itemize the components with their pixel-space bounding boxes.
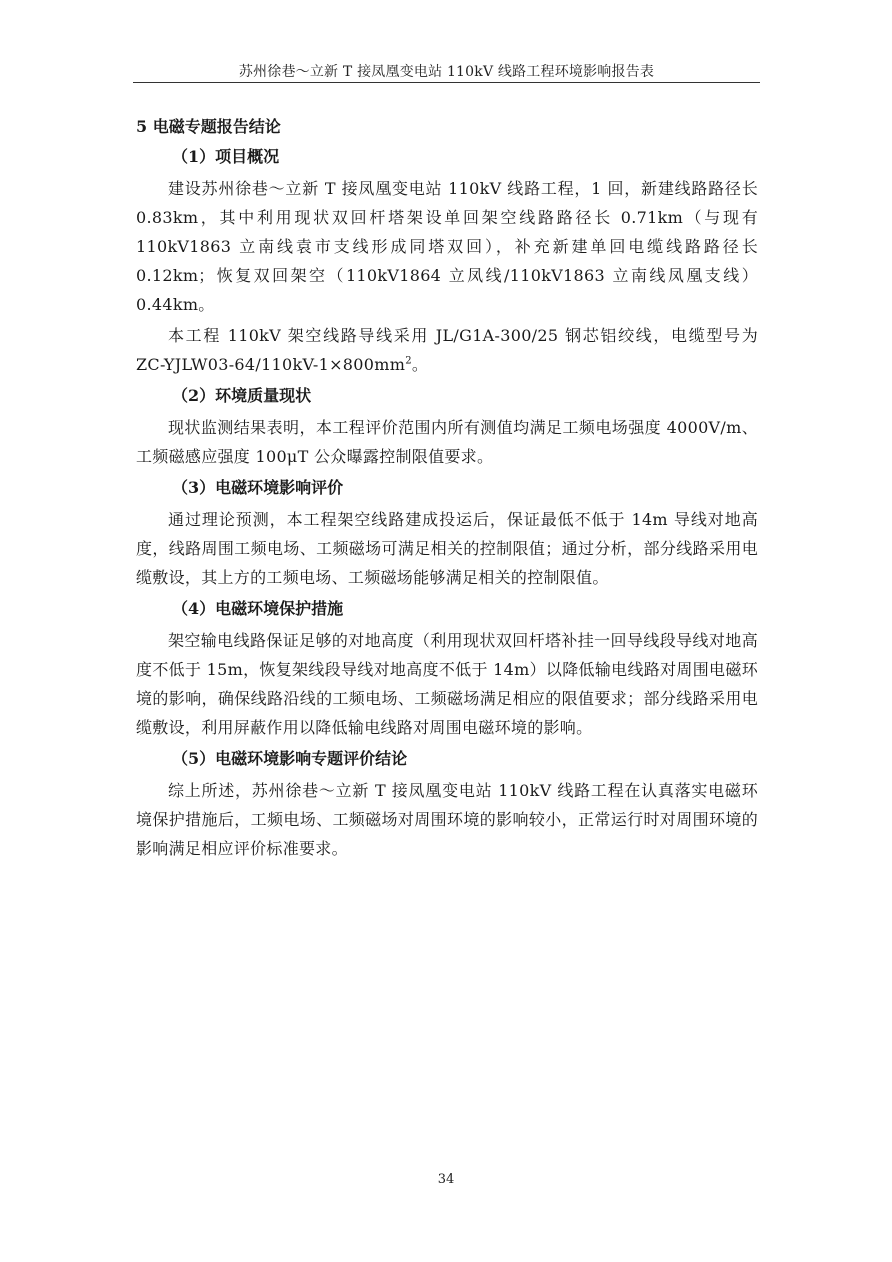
subsection-title-impact-assessment: （3）电磁环境影响评价: [172, 478, 344, 497]
section-title: 5 电磁专题报告结论: [136, 117, 281, 136]
subsection-title-project-overview: （1）项目概况: [172, 147, 280, 166]
paragraph-conductor-cable-text: 本工程 110kV 架空线路导线采用 JL/G1A-300/25 钢芯铝绞线，电缆型号为 ZC-YJLW03-64/110kV-1×800mm: [136, 326, 758, 374]
document-body: [136, 112, 758, 865]
subsection-title-environment-status: （2）环境质量现状: [172, 386, 312, 405]
paragraph-impact-assessment: 通过理论预测，本工程架空线路建成投运后，保证最低不低于 14m 导线对地高度，线路周围工频电场、工频磁场可满足相关的控制限值；通过分析，部分线路采用电缆敷设，其上方的工频电场、工频磁场能够满足相关的控制限值。: [136, 510, 758, 587]
superscript-two: 2: [405, 355, 412, 367]
paragraph-conclusion: 综上所述，苏州徐巷～立新 T 接凤凰变电站 110kV 线路工程在认真落实电磁环境保护措施后，工频电场、工频磁场对周围环境的影响较小，正常运行时对周围环境的影响满足相应评价标准要求。: [136, 781, 758, 858]
header-divider: [133, 82, 760, 83]
page-header-title: 苏州徐巷～立新 T 接凤凰变电站 110kV 线路工程环境影响报告表: [238, 64, 655, 80]
subsection-title-conclusion: （5）电磁环境影响专题评价结论: [172, 749, 408, 768]
paragraph-conductor-cable-end: 。: [411, 355, 429, 374]
paragraph-project-overview: 建设苏州徐巷～立新 T 接凤凰变电站 110kV 线路工程，1 回，新建线路路径长 0.83km，其中利用现状双回杆塔架设单回架空线路路径长 0.71km（与现有 110kV1863 立南线袁市支线形成同塔双回），补充新建单回电缆线路路径长 0.12km；恢复双回架空（110kV1864 立凤线/110kV1863 立南线凤凰支线）0.44km。: [136, 179, 758, 314]
page-number: 34: [437, 1172, 455, 1187]
subsection-title-protection-measures: （4）电磁环境保护措施: [172, 599, 344, 618]
paragraph-protection-measures: 架空输电线路保证足够的对地高度（利用现状双回杆塔补挂一回导线段导线对地高度不低于 15m，恢复架线段导线对地高度不低于 14m）以降低输电线路对周围电磁环境的影响，确保线路沿线的工频电场、工频磁场满足相应的限值要求；部分线路采用电缆敷设，利用屏蔽作用以降低输电线路对周围电磁环境的影响。: [136, 631, 758, 737]
paragraph-conductor-cable: [136, 321, 758, 379]
paragraph-environment-status: 现状监测结果表明，本工程评价范围内所有测值均满足工频电场强度 4000V/m、工频磁感应强度 100μT 公众曝露控制限值要求。: [136, 418, 758, 466]
